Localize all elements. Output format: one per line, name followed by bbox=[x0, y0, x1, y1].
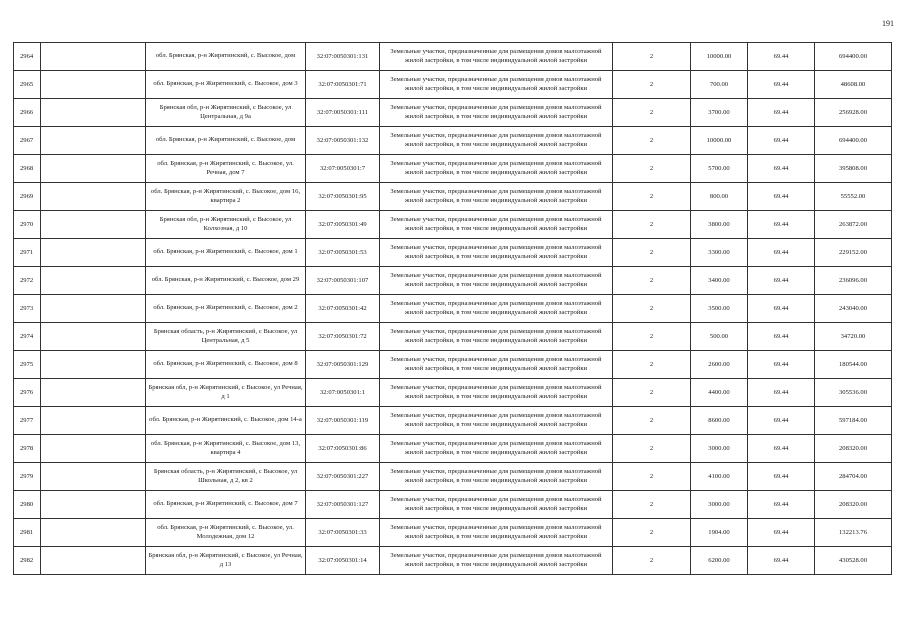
rate-cell: 69.44 bbox=[748, 239, 815, 267]
group-cell: 2 bbox=[613, 267, 691, 295]
group-cell: 2 bbox=[613, 71, 691, 99]
cadastral-value-cell: 208320.00 bbox=[815, 491, 892, 519]
row-number: 2967 bbox=[14, 127, 41, 155]
empty-cell bbox=[41, 407, 146, 435]
address-cell: Брянская область, р-н Жирятинский, с Высокое, ул Школьная, д 2, кв 2 bbox=[146, 463, 306, 491]
empty-cell bbox=[41, 99, 146, 127]
row-number: 2978 bbox=[14, 435, 41, 463]
row-number: 2969 bbox=[14, 183, 41, 211]
rate-cell: 69.44 bbox=[748, 155, 815, 183]
rate-cell: 69.44 bbox=[748, 435, 815, 463]
table-row bbox=[14, 491, 892, 519]
address-cell: обл. Брянская, р-н Жирятинский, с. Высокое, дом bbox=[146, 127, 306, 155]
row-number: 2965 bbox=[14, 71, 41, 99]
cadastral-value-cell: 180544.00 bbox=[815, 351, 892, 379]
cadastral-value-cell: 132213.76 bbox=[815, 519, 892, 547]
group-cell: 2 bbox=[613, 99, 691, 127]
rate-cell: 69.44 bbox=[748, 407, 815, 435]
area-cell: 10000.00 bbox=[691, 127, 748, 155]
address-cell: обл. Брянская, р-н Жирятинский, с. Высокое, дом 7 bbox=[146, 491, 306, 519]
rate-cell: 69.44 bbox=[748, 463, 815, 491]
address-cell: обл. Брянская, р-н Жирятинский, с. Высокое, дом 8 bbox=[146, 351, 306, 379]
cadastral-number-cell: 32:07:0050301:86 bbox=[306, 435, 380, 463]
rate-cell: 69.44 bbox=[748, 71, 815, 99]
cadastral-number-cell: 32:07:0050301:53 bbox=[306, 239, 380, 267]
row-number: 2977 bbox=[14, 407, 41, 435]
row-number: 2973 bbox=[14, 295, 41, 323]
address-cell: обл. Брянская, р-н Жирятинский, с. Высокое, дом 16, квартира 2 bbox=[146, 183, 306, 211]
cadastral-number-cell: 32:07:0050301:49 bbox=[306, 211, 380, 239]
rate-cell: 69.44 bbox=[748, 547, 815, 575]
land-use-cell: Земельные участки, предназначенные для размещения домов малоэтажной жилой застройки, в том числе индивидуальной жилой застройки bbox=[380, 239, 613, 267]
land-use-cell: Земельные участки, предназначенные для размещения домов малоэтажной жилой застройки, в том числе индивидуальной жилой застройки bbox=[380, 183, 613, 211]
cadastral-number-cell: 32:07:0050301:131 bbox=[306, 43, 380, 71]
table-row bbox=[14, 239, 892, 267]
cadastral-number-cell: 32:07:0050301:33 bbox=[306, 519, 380, 547]
address-cell: Брянская обл, р-н Жирятинский, с Высокое, ул Колхозная, д 10 bbox=[146, 211, 306, 239]
cadastral-number-cell: 32:07:0050301:7 bbox=[306, 155, 380, 183]
cadastral-number-cell: 32:07:0050301:129 bbox=[306, 351, 380, 379]
cadastral-value-cell: 34720.00 bbox=[815, 323, 892, 351]
rate-cell: 69.44 bbox=[748, 323, 815, 351]
group-cell: 2 bbox=[613, 519, 691, 547]
land-use-cell: Земельные участки, предназначенные для размещения домов малоэтажной жилой застройки, в том числе индивидуальной жилой застройки bbox=[380, 211, 613, 239]
group-cell: 2 bbox=[613, 351, 691, 379]
cadastral-value-cell: 55552.00 bbox=[815, 183, 892, 211]
group-cell: 2 bbox=[613, 43, 691, 71]
empty-cell bbox=[41, 71, 146, 99]
row-number: 2964 bbox=[14, 43, 41, 71]
rate-cell: 69.44 bbox=[748, 519, 815, 547]
empty-cell bbox=[41, 435, 146, 463]
cadastral-value-cell: 48608.00 bbox=[815, 71, 892, 99]
table-row bbox=[14, 547, 892, 575]
area-cell: 700.00 bbox=[691, 71, 748, 99]
address-cell: обл. Брянская, р-н Жирятинский, с. Высокое, дом 3 bbox=[146, 71, 306, 99]
cadastral-number-cell: 32:07:0050301:71 bbox=[306, 71, 380, 99]
empty-cell bbox=[41, 211, 146, 239]
area-cell: 4400.00 bbox=[691, 379, 748, 407]
cadastral-number-cell: 32:07:0050301:119 bbox=[306, 407, 380, 435]
address-cell: обл. Брянская, р-н Жирятинский, с. Высокое, ул. Речная, дом 7 bbox=[146, 155, 306, 183]
area-cell: 1904.00 bbox=[691, 519, 748, 547]
address-cell: Брянская область, р-н Жирятинский, с Высокое, ул Центральная, д 5 bbox=[146, 323, 306, 351]
cadastral-value-table bbox=[13, 42, 892, 575]
empty-cell bbox=[41, 379, 146, 407]
address-cell: обл. Брянская, р-н Жирятинский, с. Высокое, дом 29 bbox=[146, 267, 306, 295]
empty-cell bbox=[41, 127, 146, 155]
empty-cell bbox=[41, 267, 146, 295]
address-cell: обл. Брянская, р-н Жирятинский, с. Высокое, дом 14-а bbox=[146, 407, 306, 435]
empty-cell bbox=[41, 239, 146, 267]
rate-cell: 69.44 bbox=[748, 379, 815, 407]
cadastral-value-cell: 229152.00 bbox=[815, 239, 892, 267]
land-use-cell: Земельные участки, предназначенные для размещения домов малоэтажной жилой застройки, в том числе индивидуальной жилой застройки bbox=[380, 155, 613, 183]
cadastral-number-cell: 32:07:0050301:95 bbox=[306, 183, 380, 211]
group-cell: 2 bbox=[613, 435, 691, 463]
row-number: 2979 bbox=[14, 463, 41, 491]
table-row bbox=[14, 463, 892, 491]
empty-cell bbox=[41, 295, 146, 323]
group-cell: 2 bbox=[613, 379, 691, 407]
cadastral-value-cell: 236096.00 bbox=[815, 267, 892, 295]
area-cell: 3300.00 bbox=[691, 239, 748, 267]
cadastral-value-cell: 284704.00 bbox=[815, 463, 892, 491]
table-row bbox=[14, 183, 892, 211]
row-number: 2974 bbox=[14, 323, 41, 351]
rate-cell: 69.44 bbox=[748, 491, 815, 519]
area-cell: 10000.00 bbox=[691, 43, 748, 71]
cadastral-number-cell: 32:07:0050301:42 bbox=[306, 295, 380, 323]
group-cell: 2 bbox=[613, 239, 691, 267]
table-row bbox=[14, 435, 892, 463]
table-row bbox=[14, 407, 892, 435]
area-cell: 3700.00 bbox=[691, 99, 748, 127]
row-number: 2976 bbox=[14, 379, 41, 407]
empty-cell bbox=[41, 155, 146, 183]
group-cell: 2 bbox=[613, 491, 691, 519]
rate-cell: 69.44 bbox=[748, 295, 815, 323]
rate-cell: 69.44 bbox=[748, 183, 815, 211]
rate-cell: 69.44 bbox=[748, 43, 815, 71]
cadastral-number-cell: 32:07:0050301:14 bbox=[306, 547, 380, 575]
area-cell: 3400.00 bbox=[691, 267, 748, 295]
area-cell: 3000.00 bbox=[691, 435, 748, 463]
table-row bbox=[14, 211, 892, 239]
row-number: 2975 bbox=[14, 351, 41, 379]
area-cell: 800.00 bbox=[691, 183, 748, 211]
row-number: 2968 bbox=[14, 155, 41, 183]
table-row bbox=[14, 267, 892, 295]
cadastral-value-cell: 694400.00 bbox=[815, 127, 892, 155]
area-cell: 500.00 bbox=[691, 323, 748, 351]
table-row bbox=[14, 323, 892, 351]
area-cell: 3800.00 bbox=[691, 211, 748, 239]
group-cell: 2 bbox=[613, 183, 691, 211]
area-cell: 6200.00 bbox=[691, 547, 748, 575]
cadastral-number-cell: 32:07:0050301:132 bbox=[306, 127, 380, 155]
cadastral-number-cell: 32:07:0050301:1 bbox=[306, 379, 380, 407]
empty-cell bbox=[41, 463, 146, 491]
land-use-cell: Земельные участки, предназначенные для размещения домов малоэтажной жилой застройки, в том числе индивидуальной жилой застройки bbox=[380, 379, 613, 407]
table-row bbox=[14, 127, 892, 155]
row-number: 2982 bbox=[14, 547, 41, 575]
group-cell: 2 bbox=[613, 463, 691, 491]
page-number: 191 bbox=[882, 19, 894, 28]
area-cell: 4100.00 bbox=[691, 463, 748, 491]
land-use-cell: Земельные участки, предназначенные для размещения домов малоэтажной жилой застройки, в том числе индивидуальной жилой застройки bbox=[380, 435, 613, 463]
cadastral-number-cell: 32:07:0050301:127 bbox=[306, 491, 380, 519]
land-use-cell: Земельные участки, предназначенные для размещения домов малоэтажной жилой застройки, в том числе индивидуальной жилой застройки bbox=[380, 267, 613, 295]
row-number: 2971 bbox=[14, 239, 41, 267]
cadastral-value-cell: 694400.00 bbox=[815, 43, 892, 71]
land-use-cell: Земельные участки, предназначенные для размещения домов малоэтажной жилой застройки, в том числе индивидуальной жилой застройки bbox=[380, 547, 613, 575]
empty-cell bbox=[41, 323, 146, 351]
land-use-cell: Земельные участки, предназначенные для размещения домов малоэтажной жилой застройки, в том числе индивидуальной жилой застройки bbox=[380, 323, 613, 351]
rate-cell: 69.44 bbox=[748, 99, 815, 127]
group-cell: 2 bbox=[613, 295, 691, 323]
empty-cell bbox=[41, 183, 146, 211]
address-cell: обл. Брянская, р-н Жирятинский, с. Высокое, дом 13, квартира 4 bbox=[146, 435, 306, 463]
row-number: 2980 bbox=[14, 491, 41, 519]
group-cell: 2 bbox=[613, 407, 691, 435]
land-use-cell: Земельные участки, предназначенные для размещения домов малоэтажной жилой застройки, в том числе индивидуальной жилой застройки bbox=[380, 491, 613, 519]
table-row bbox=[14, 43, 892, 71]
area-cell: 2600.00 bbox=[691, 351, 748, 379]
address-cell: обл. Брянская, р-н Жирятинский, с. Высокое, дом 1 bbox=[146, 239, 306, 267]
empty-cell bbox=[41, 351, 146, 379]
cadastral-value-cell: 305536.00 bbox=[815, 379, 892, 407]
land-use-cell: Земельные участки, предназначенные для размещения домов малоэтажной жилой застройки, в том числе индивидуальной жилой застройки bbox=[380, 71, 613, 99]
rate-cell: 69.44 bbox=[748, 211, 815, 239]
address-cell: Брянская обл, р-н Жирятинский, с Высокое, ул Центральная, д 9а bbox=[146, 99, 306, 127]
land-use-cell: Земельные участки, предназначенные для размещения домов малоэтажной жилой застройки, в том числе индивидуальной жилой застройки bbox=[380, 519, 613, 547]
land-use-cell: Земельные участки, предназначенные для размещения домов малоэтажной жилой застройки, в том числе индивидуальной жилой застройки bbox=[380, 463, 613, 491]
table-row bbox=[14, 295, 892, 323]
land-use-cell: Земельные участки, предназначенные для размещения домов малоэтажной жилой застройки, в том числе индивидуальной жилой застройки bbox=[380, 295, 613, 323]
land-use-cell: Земельные участки, предназначенные для размещения домов малоэтажной жилой застройки, в том числе индивидуальной жилой застройки bbox=[380, 43, 613, 71]
empty-cell bbox=[41, 547, 146, 575]
address-cell: обл. Брянская, р-н Жирятинский, с. Высокое, дом 2 bbox=[146, 295, 306, 323]
cadastral-value-cell: 263872.00 bbox=[815, 211, 892, 239]
address-cell: обл. Брянская, р-н Жирятинский, с. Высокое, ул. Молодежная, дом 12 bbox=[146, 519, 306, 547]
group-cell: 2 bbox=[613, 547, 691, 575]
land-use-cell: Земельные участки, предназначенные для размещения домов малоэтажной жилой застройки, в том числе индивидуальной жилой застройки bbox=[380, 407, 613, 435]
cadastral-value-cell: 597184.00 bbox=[815, 407, 892, 435]
table-row bbox=[14, 519, 892, 547]
area-cell: 8600.00 bbox=[691, 407, 748, 435]
area-cell: 3500.00 bbox=[691, 295, 748, 323]
land-use-cell: Земельные участки, предназначенные для размещения домов малоэтажной жилой застройки, в том числе индивидуальной жилой застройки bbox=[380, 127, 613, 155]
cadastral-value-cell: 430528.00 bbox=[815, 547, 892, 575]
cadastral-value-cell: 208320.00 bbox=[815, 435, 892, 463]
address-cell: Брянская обл, р-н Жирятинский, с Высокое, ул Речная, д 1 bbox=[146, 379, 306, 407]
table-row bbox=[14, 155, 892, 183]
rate-cell: 69.44 bbox=[748, 351, 815, 379]
row-number: 2970 bbox=[14, 211, 41, 239]
cadastral-value-cell: 395808.00 bbox=[815, 155, 892, 183]
row-number: 2972 bbox=[14, 267, 41, 295]
area-cell: 5700.00 bbox=[691, 155, 748, 183]
area-cell: 3000.00 bbox=[691, 491, 748, 519]
empty-cell bbox=[41, 519, 146, 547]
table-row bbox=[14, 379, 892, 407]
group-cell: 2 bbox=[613, 127, 691, 155]
land-use-cell: Земельные участки, предназначенные для размещения домов малоэтажной жилой застройки, в том числе индивидуальной жилой застройки bbox=[380, 99, 613, 127]
table-row bbox=[14, 351, 892, 379]
empty-cell bbox=[41, 43, 146, 71]
group-cell: 2 bbox=[613, 323, 691, 351]
cadastral-value-cell: 243040.00 bbox=[815, 295, 892, 323]
table-row bbox=[14, 71, 892, 99]
rate-cell: 69.44 bbox=[748, 267, 815, 295]
address-cell: Брянская обл, р-н Жирятинский, с Высокое, ул Речная, д 13 bbox=[146, 547, 306, 575]
empty-cell bbox=[41, 491, 146, 519]
group-cell: 2 bbox=[613, 211, 691, 239]
land-use-cell: Земельные участки, предназначенные для размещения домов малоэтажной жилой застройки, в том числе индивидуальной жилой застройки bbox=[380, 351, 613, 379]
cadastral-number-cell: 32:07:0050301:227 bbox=[306, 463, 380, 491]
rate-cell: 69.44 bbox=[748, 127, 815, 155]
row-number: 2966 bbox=[14, 99, 41, 127]
address-cell: обл. Брянская, р-н Жирятинский, с. Высокое, дом bbox=[146, 43, 306, 71]
cadastral-value-cell: 256928.00 bbox=[815, 99, 892, 127]
row-number: 2981 bbox=[14, 519, 41, 547]
table-row bbox=[14, 99, 892, 127]
cadastral-number-cell: 32:07:0050301:107 bbox=[306, 267, 380, 295]
cadastral-number-cell: 32:07:0050301:72 bbox=[306, 323, 380, 351]
group-cell: 2 bbox=[613, 155, 691, 183]
cadastral-number-cell: 32:07:0050301:111 bbox=[306, 99, 380, 127]
